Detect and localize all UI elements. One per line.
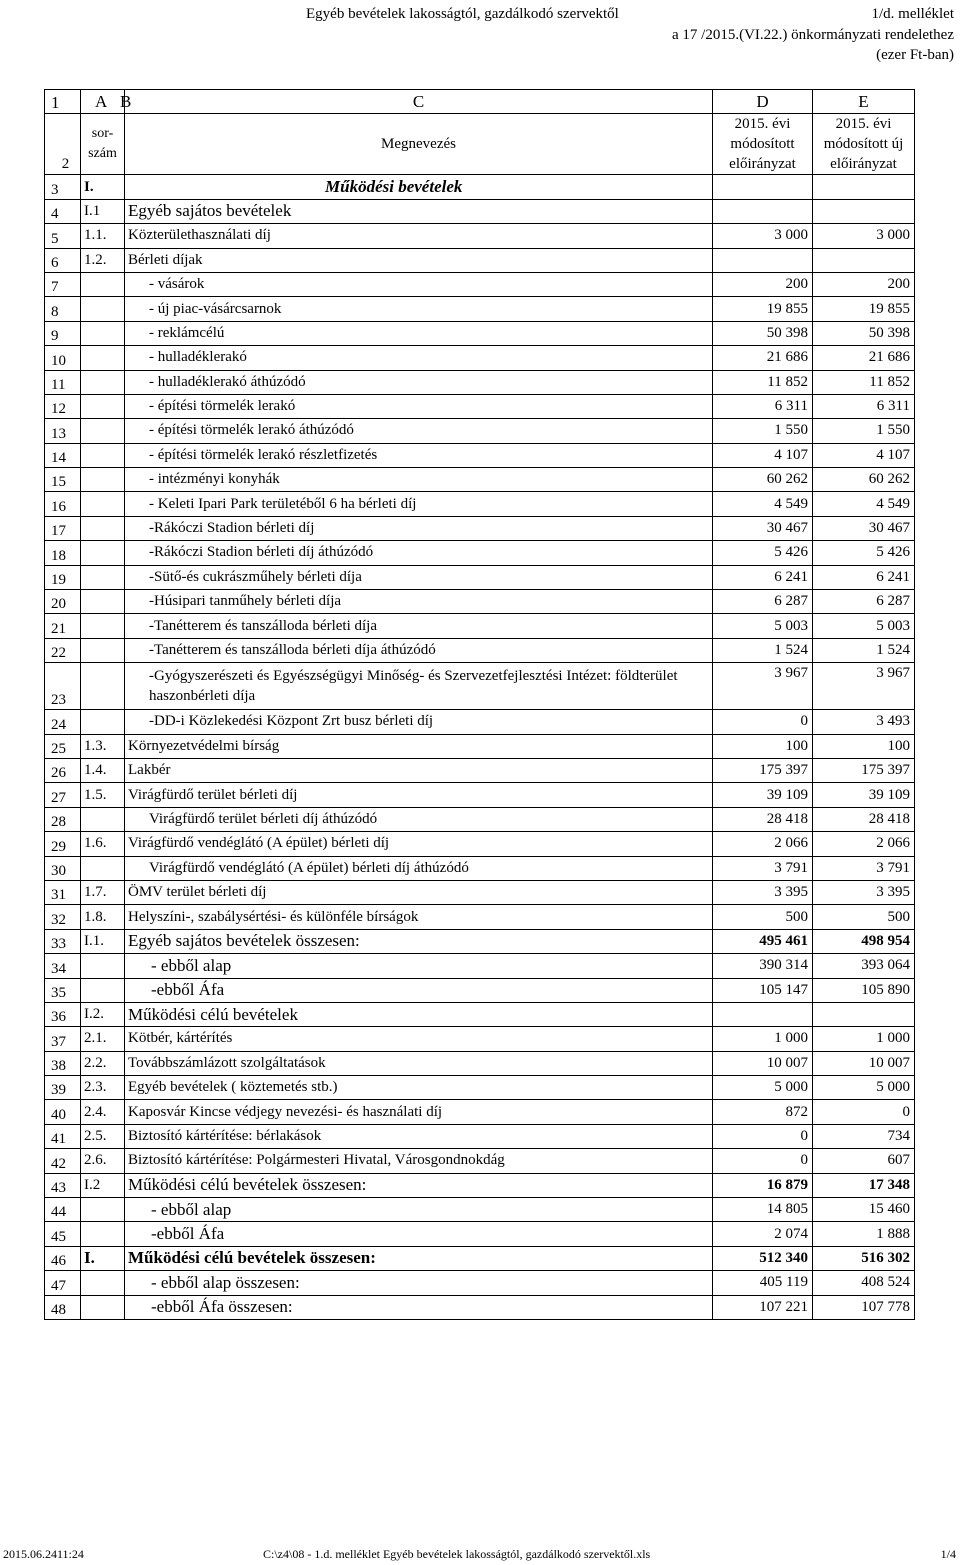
row-code: I.	[81, 1246, 125, 1270]
row-code	[81, 419, 125, 443]
row-number: 38	[45, 1051, 81, 1075]
row-code: 1.2.	[81, 248, 125, 272]
row-description: Közterülethasználati díj	[125, 224, 713, 248]
row-code	[81, 394, 125, 418]
row-number: 48	[45, 1295, 81, 1319]
row-code	[81, 370, 125, 394]
row-code: 2.2.	[81, 1051, 125, 1075]
table-row	[45, 1222, 915, 1246]
column-letter-c: C	[125, 90, 713, 114]
row-description: -Gyógyszerészeti és Egyészségügyi Minőség- és Szervezetfejlesztési Intézet: földterület haszonbérleti díja	[125, 663, 713, 710]
header-modositott-eloiranyzat: 2015. évi módosított előirányzat	[713, 114, 813, 175]
row-amount-modified: 4 107	[713, 443, 813, 467]
row-amount-modified-new: 17 348	[813, 1173, 915, 1197]
table-row	[45, 1198, 915, 1222]
row-description: Környezetvédelmi bírság	[125, 734, 713, 758]
row-description: - új piac-vásárcsarnok	[125, 297, 713, 321]
row-amount-modified-new: 21 686	[813, 346, 915, 370]
table-row	[45, 1173, 915, 1197]
table-row	[45, 905, 915, 929]
row-amount-modified-new: 5 000	[813, 1076, 915, 1100]
row-code	[81, 565, 125, 589]
row-amount-modified: 30 467	[713, 516, 813, 540]
row-number: 29	[45, 832, 81, 856]
row-code	[81, 1222, 125, 1246]
header-modositott-uj-eloiranyzat: 2015. évi módosított új előirányzat	[813, 114, 915, 175]
row-number: 24	[45, 710, 81, 734]
row-description: Egyéb bevételek ( köztemetés stb.)	[125, 1076, 713, 1100]
row-number: 20	[45, 590, 81, 614]
row-code: I.	[81, 175, 125, 199]
row-number: 19	[45, 565, 81, 589]
row-description: - építési törmelék lerakó	[125, 394, 713, 418]
row-amount-modified: 2 066	[713, 832, 813, 856]
row-amount-modified-new: 105 890	[813, 978, 915, 1002]
row-description: Működési célú bevételek összesen:	[125, 1173, 713, 1197]
row-amount-modified-new: 3 000	[813, 224, 915, 248]
row-description: Virágfürdő vendéglátó (A épület) bérleti díj	[125, 832, 713, 856]
row-description: Bérleti díjak	[125, 248, 713, 272]
row-code	[81, 516, 125, 540]
row-description: Biztosító kártérítése: bérlakások	[125, 1124, 713, 1148]
row-amount-modified-new	[813, 199, 915, 223]
column-letter-a-b: A B	[81, 90, 125, 114]
table-row	[45, 224, 915, 248]
row-number: 32	[45, 905, 81, 929]
row-amount-modified: 2 074	[713, 1222, 813, 1246]
row-amount-modified: 4 549	[713, 492, 813, 516]
table-row	[45, 199, 915, 223]
row-description: -ebből Áfa	[125, 1222, 713, 1246]
table-row	[45, 929, 915, 953]
row-amount-modified-new: 1 524	[813, 638, 915, 662]
row-description: Helyszíni-, szabálysértési- és különféle bírságok	[125, 905, 713, 929]
row-code	[81, 856, 125, 880]
table-row	[45, 978, 915, 1002]
table-row	[45, 468, 915, 492]
row-number: 9	[45, 321, 81, 345]
row-amount-modified-new: 4 107	[813, 443, 915, 467]
row-amount-modified: 175 397	[713, 758, 813, 782]
row-amount-modified-new: 28 418	[813, 807, 915, 831]
row-amount-modified: 405 119	[713, 1271, 813, 1295]
row-number: 28	[45, 807, 81, 831]
table-row	[45, 590, 915, 614]
row-amount-modified: 105 147	[713, 978, 813, 1002]
row-code	[81, 1198, 125, 1222]
row-number: 35	[45, 978, 81, 1002]
row-description: Egyéb sajátos bevételek	[125, 199, 713, 223]
row-amount-modified-new: 3 493	[813, 710, 915, 734]
row-code: 1.7.	[81, 880, 125, 904]
row-amount-modified: 100	[713, 734, 813, 758]
row-amount-modified-new: 3 967	[813, 663, 915, 710]
table-row	[45, 1149, 915, 1173]
row-code	[81, 807, 125, 831]
row-description: - reklámcélú	[125, 321, 713, 345]
column-letter-e: E	[813, 90, 915, 114]
row-number: 3	[45, 175, 81, 199]
row-amount-modified-new: 10 007	[813, 1051, 915, 1075]
row-amount-modified: 1 000	[713, 1027, 813, 1051]
row-description: Kaposvár Kincse védjegy nevezési- és használati díj	[125, 1100, 713, 1124]
row-description: - ebből alap	[125, 1198, 713, 1222]
row-amount-modified: 3 395	[713, 880, 813, 904]
row-amount-modified: 39 109	[713, 783, 813, 807]
row-number: 7	[45, 272, 81, 296]
row-amount-modified: 3 791	[713, 856, 813, 880]
row-amount-modified: 1 550	[713, 419, 813, 443]
row-number: 39	[45, 1076, 81, 1100]
row-code: I.1	[81, 199, 125, 223]
row-amount-modified: 6 311	[713, 394, 813, 418]
decree-reference: a 17 /2015.(VI.22.) önkormányzati rendelethez	[672, 27, 954, 43]
row-number: 42	[45, 1149, 81, 1173]
row-number: 18	[45, 541, 81, 565]
row-code	[81, 663, 125, 710]
row-number: 36	[45, 1002, 81, 1026]
row-code	[81, 1271, 125, 1295]
row-code: 2.1.	[81, 1027, 125, 1051]
row-amount-modified: 19 855	[713, 297, 813, 321]
row-amount-modified-new: 500	[813, 905, 915, 929]
row-amount-modified-new: 408 524	[813, 1271, 915, 1295]
row-amount-modified: 872	[713, 1100, 813, 1124]
row-code	[81, 492, 125, 516]
row-description: - ebből alap összesen:	[125, 1271, 713, 1295]
row-amount-modified-new: 15 460	[813, 1198, 915, 1222]
table-row	[45, 1100, 915, 1124]
table-row	[45, 880, 915, 904]
row-number: 2	[45, 114, 81, 175]
row-code	[81, 468, 125, 492]
row-description: -ebből Áfa	[125, 978, 713, 1002]
row-amount-modified: 3 967	[713, 663, 813, 710]
row-code	[81, 590, 125, 614]
table-row	[45, 248, 915, 272]
table-row	[45, 1076, 915, 1100]
row-description: Működési bevételek	[125, 175, 713, 199]
row-amount-modified	[713, 248, 813, 272]
row-amount-modified-new: 5 426	[813, 541, 915, 565]
row-amount-modified: 200	[713, 272, 813, 296]
row-amount-modified-new: 60 262	[813, 468, 915, 492]
row-amount-modified: 5 000	[713, 1076, 813, 1100]
table-row	[45, 492, 915, 516]
row-code: 1.5.	[81, 783, 125, 807]
row-description: - építési törmelék lerakó részletfizetés	[125, 443, 713, 467]
row-amount-modified: 50 398	[713, 321, 813, 345]
row-code	[81, 346, 125, 370]
row-amount-modified-new: 39 109	[813, 783, 915, 807]
revenue-table	[44, 89, 915, 1320]
table-row	[45, 638, 915, 662]
row-number: 37	[45, 1027, 81, 1051]
row-amount-modified-new: 393 064	[813, 954, 915, 978]
row-description: - hulladéklerakó áthúzódó	[125, 370, 713, 394]
row-amount-modified-new: 6 241	[813, 565, 915, 589]
row-code	[81, 443, 125, 467]
row-code	[81, 321, 125, 345]
row-description: Virágfürdő terület bérleti díj	[125, 783, 713, 807]
row-amount-modified-new: 100	[813, 734, 915, 758]
row-amount-modified: 1 524	[713, 638, 813, 662]
row-number: 1	[45, 90, 81, 114]
row-description: -Sütő-és cukrászműhely bérleti díja	[125, 565, 713, 589]
table-row	[45, 516, 915, 540]
row-number: 15	[45, 468, 81, 492]
row-description: ÖMV terület bérleti díj	[125, 880, 713, 904]
row-amount-modified: 11 852	[713, 370, 813, 394]
row-amount-modified: 107 221	[713, 1295, 813, 1319]
row-amount-modified-new: 607	[813, 1149, 915, 1173]
table-row	[45, 807, 915, 831]
table-row	[45, 541, 915, 565]
row-amount-modified: 10 007	[713, 1051, 813, 1075]
row-number: 26	[45, 758, 81, 782]
row-amount-modified-new: 1 888	[813, 1222, 915, 1246]
row-number: 34	[45, 954, 81, 978]
row-amount-modified: 390 314	[713, 954, 813, 978]
column-letter-d: D	[713, 90, 813, 114]
row-description: Biztosító kártérítése: Polgármesteri Hivatal, Városgondnokdág	[125, 1149, 713, 1173]
table-row	[45, 175, 915, 199]
row-code: 2.5.	[81, 1124, 125, 1148]
table-row	[45, 758, 915, 782]
row-amount-modified-new: 1 550	[813, 419, 915, 443]
row-amount-modified: 14 805	[713, 1198, 813, 1222]
row-number: 6	[45, 248, 81, 272]
row-amount-modified: 21 686	[713, 346, 813, 370]
row-amount-modified-new	[813, 248, 915, 272]
table-row	[45, 321, 915, 345]
row-description: Virágfürdő vendéglátó (A épület) bérleti díj áthúzódó	[125, 856, 713, 880]
row-number: 27	[45, 783, 81, 807]
row-description: Működési célú bevételek	[125, 1002, 713, 1026]
row-amount-modified-new: 4 549	[813, 492, 915, 516]
row-description: - ebből alap	[125, 954, 713, 978]
row-code: I.2.	[81, 1002, 125, 1026]
row-amount-modified	[713, 199, 813, 223]
row-amount-modified-new	[813, 1002, 915, 1026]
row-number: 14	[45, 443, 81, 467]
row-amount-modified-new: 19 855	[813, 297, 915, 321]
row-description: - hulladéklerakó	[125, 346, 713, 370]
row-number: 45	[45, 1222, 81, 1246]
row-amount-modified-new: 5 003	[813, 614, 915, 638]
row-code: I.2	[81, 1173, 125, 1197]
row-number: 22	[45, 638, 81, 662]
row-number: 13	[45, 419, 81, 443]
footer-file-path: C:\z4\08 - 1.d. melléklet Egyéb bevételek lakosságtól, gazdálkodó szervektől.xls	[263, 1547, 651, 1561]
row-number: 11	[45, 370, 81, 394]
row-amount-modified: 495 461	[713, 929, 813, 953]
row-number: 31	[45, 880, 81, 904]
header-megnevezes: Megnevezés	[125, 114, 713, 175]
row-amount-modified-new: 3 791	[813, 856, 915, 880]
row-number: 40	[45, 1100, 81, 1124]
row-amount-modified: 5 426	[713, 541, 813, 565]
row-description: - építési törmelék lerakó áthúzódó	[125, 419, 713, 443]
row-amount-modified-new: 6 311	[813, 394, 915, 418]
row-amount-modified-new: 0	[813, 1100, 915, 1124]
row-code: I.1.	[81, 929, 125, 953]
row-amount-modified: 3 000	[713, 224, 813, 248]
row-number: 5	[45, 224, 81, 248]
row-code	[81, 541, 125, 565]
row-code	[81, 710, 125, 734]
row-amount-modified-new: 3 395	[813, 880, 915, 904]
row-amount-modified-new: 30 467	[813, 516, 915, 540]
row-description: -ebből Áfa összesen:	[125, 1295, 713, 1319]
row-amount-modified: 0	[713, 1149, 813, 1173]
row-amount-modified-new: 1 000	[813, 1027, 915, 1051]
table-row	[45, 297, 915, 321]
row-code: 1.6.	[81, 832, 125, 856]
row-code: 1.4.	[81, 758, 125, 782]
table-row	[45, 783, 915, 807]
row-amount-modified-new: 200	[813, 272, 915, 296]
row-description: - vásárok	[125, 272, 713, 296]
column-header-row	[45, 114, 915, 175]
row-code	[81, 297, 125, 321]
row-amount-modified: 6 287	[713, 590, 813, 614]
row-code: 1.1.	[81, 224, 125, 248]
row-number: 23	[45, 663, 81, 710]
row-number: 17	[45, 516, 81, 540]
row-description: -Rákóczi Stadion bérleti díj	[125, 516, 713, 540]
column-letters-row	[45, 90, 915, 114]
row-description: -Tanétterem és tanszálloda bérleti díja áthúzódó	[125, 638, 713, 662]
header-sorszam: sor-szám	[81, 114, 125, 175]
row-amount-modified-new: 516 302	[813, 1246, 915, 1270]
table-row	[45, 565, 915, 589]
row-description: - Keleti Ipari Park területéből 6 ha bérleti díj	[125, 492, 713, 516]
table-row	[45, 1295, 915, 1319]
row-amount-modified-new	[813, 175, 915, 199]
table-row	[45, 272, 915, 296]
row-number: 33	[45, 929, 81, 953]
row-description: Továbbszámlázott szolgáltatások	[125, 1051, 713, 1075]
row-code	[81, 614, 125, 638]
row-amount-modified: 500	[713, 905, 813, 929]
row-description: Egyéb sajátos bevételek összesen:	[125, 929, 713, 953]
row-description: - intézményi konyhák	[125, 468, 713, 492]
row-amount-modified-new: 734	[813, 1124, 915, 1148]
table-row	[45, 1002, 915, 1026]
row-number: 25	[45, 734, 81, 758]
row-number: 47	[45, 1271, 81, 1295]
row-code: 1.8.	[81, 905, 125, 929]
row-description: Virágfürdő terület bérleti díj áthúzódó	[125, 807, 713, 831]
row-amount-modified: 0	[713, 1124, 813, 1148]
unit-label: (ezer Ft-ban)	[876, 47, 954, 63]
row-code: 2.3.	[81, 1076, 125, 1100]
table-row	[45, 443, 915, 467]
row-number: 21	[45, 614, 81, 638]
row-code	[81, 1295, 125, 1319]
row-number: 43	[45, 1173, 81, 1197]
table-row	[45, 614, 915, 638]
row-amount-modified	[713, 175, 813, 199]
row-number: 46	[45, 1246, 81, 1270]
row-amount-modified-new: 107 778	[813, 1295, 915, 1319]
row-number: 41	[45, 1124, 81, 1148]
row-description: -DD-i Közlekedési Központ Zrt busz bérleti díj	[125, 710, 713, 734]
row-amount-modified	[713, 1002, 813, 1026]
row-description: -Húsipari tanműhely bérleti díja	[125, 590, 713, 614]
table-row	[45, 394, 915, 418]
row-description: Működési célú bevételek összesen:	[125, 1246, 713, 1270]
row-description: -Rákóczi Stadion bérleti díj áthúzódó	[125, 541, 713, 565]
row-amount-modified-new: 6 287	[813, 590, 915, 614]
table-row	[45, 954, 915, 978]
row-number: 16	[45, 492, 81, 516]
table-row	[45, 346, 915, 370]
table-row	[45, 1271, 915, 1295]
row-amount-modified-new: 2 066	[813, 832, 915, 856]
footer-timestamp: 2015.06.2411:24	[3, 1547, 84, 1561]
row-amount-modified-new: 50 398	[813, 321, 915, 345]
row-number: 12	[45, 394, 81, 418]
row-code: 1.3.	[81, 734, 125, 758]
row-amount-modified-new: 498 954	[813, 929, 915, 953]
row-amount-modified: 28 418	[713, 807, 813, 831]
row-amount-modified: 0	[713, 710, 813, 734]
row-amount-modified-new: 175 397	[813, 758, 915, 782]
annex-label: 1/d. melléklet	[871, 6, 954, 22]
footer-page-number: 1/4	[940, 1547, 956, 1561]
row-number: 10	[45, 346, 81, 370]
row-description: Kötbér, kártérítés	[125, 1027, 713, 1051]
row-description: -Tanétterem és tanszálloda bérleti díja	[125, 614, 713, 638]
row-amount-modified: 6 241	[713, 565, 813, 589]
table-row	[45, 370, 915, 394]
table-row	[45, 1051, 915, 1075]
table-row	[45, 1027, 915, 1051]
table-row	[45, 663, 915, 710]
row-code	[81, 272, 125, 296]
row-amount-modified: 512 340	[713, 1246, 813, 1270]
table-row	[45, 710, 915, 734]
row-code	[81, 638, 125, 662]
table-row	[45, 1246, 915, 1270]
table-row	[45, 832, 915, 856]
row-description: Lakbér	[125, 758, 713, 782]
table-row	[45, 734, 915, 758]
row-amount-modified: 5 003	[713, 614, 813, 638]
row-number: 44	[45, 1198, 81, 1222]
table-row	[45, 1124, 915, 1148]
row-number: 4	[45, 199, 81, 223]
table-row	[45, 856, 915, 880]
document-title: Egyéb bevételek lakosságtól, gazdálkodó szervektől	[306, 6, 619, 22]
row-code: 2.6.	[81, 1149, 125, 1173]
row-number: 8	[45, 297, 81, 321]
row-code: 2.4.	[81, 1100, 125, 1124]
row-amount-modified: 16 879	[713, 1173, 813, 1197]
row-code	[81, 954, 125, 978]
row-amount-modified: 60 262	[713, 468, 813, 492]
row-number: 30	[45, 856, 81, 880]
row-code	[81, 978, 125, 1002]
row-amount-modified-new: 11 852	[813, 370, 915, 394]
table-row	[45, 419, 915, 443]
